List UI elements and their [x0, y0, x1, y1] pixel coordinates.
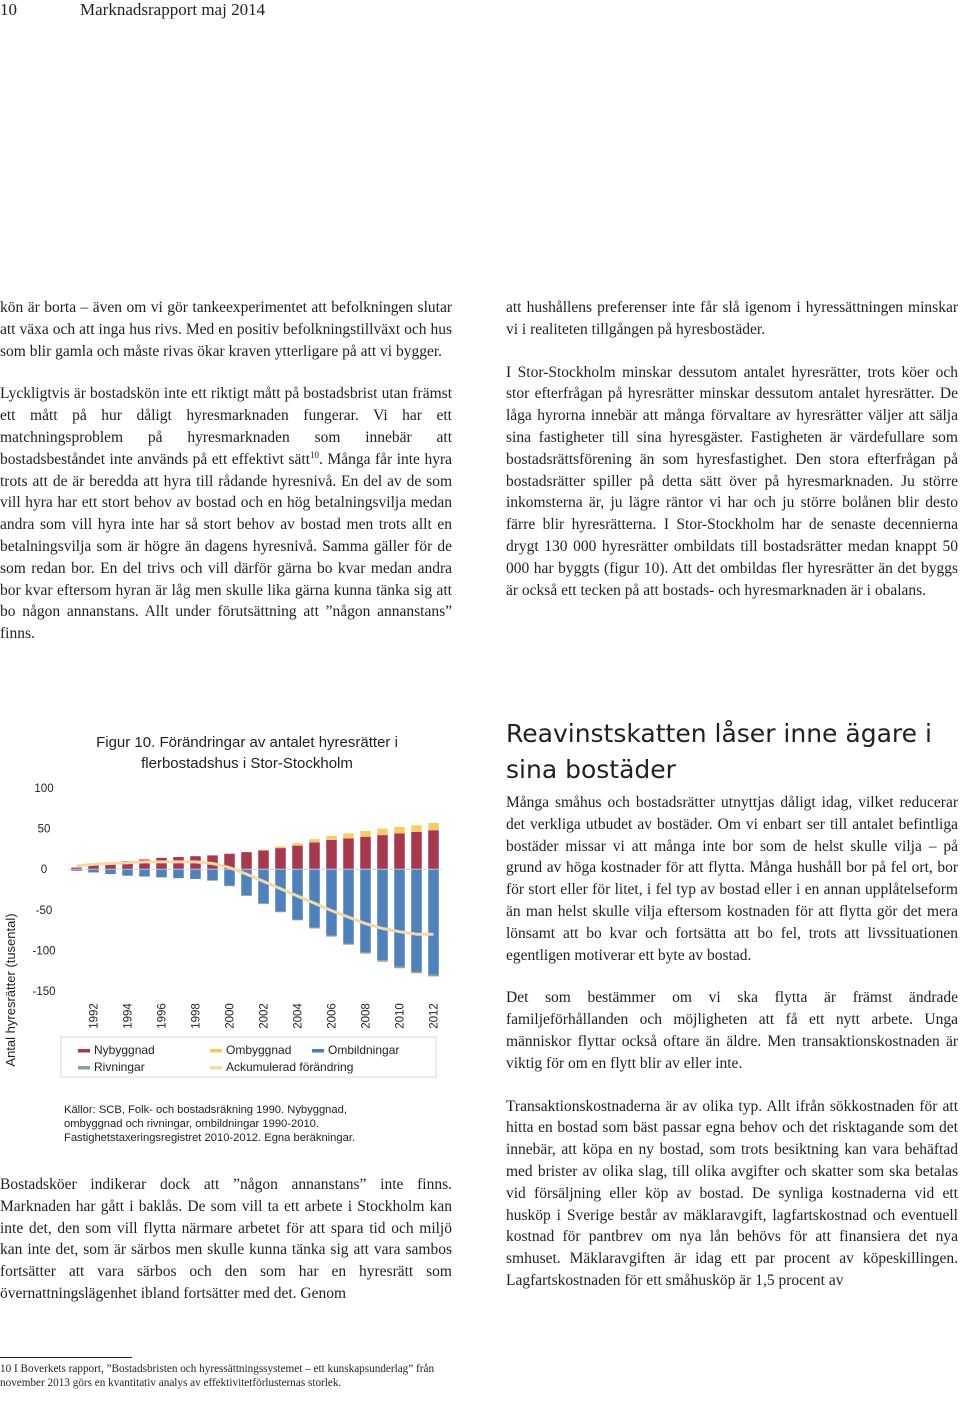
bar-rivningar — [343, 944, 354, 945]
bar-nybyggnad — [394, 833, 405, 869]
bar-ombildningar — [190, 869, 201, 879]
footnote — [0, 1362, 452, 1390]
bar-rivningar — [224, 885, 235, 886]
paragraph: Lyckligtvis är bostadskön inte ett riktigt mått på bostadsbrist utan främst ett mått på hur dåligt hyresmarknaden fungerar. Vi har ett matchningsproblem på hyresmarknaden som innebär att bostadsbeståndet inte används på ett effektivt sätt$^{10}$. Många får inte hyra trots att de är beredda att hyra till rådande hyresnivå. En del av de som vill hyra har ett stort behov av bostad och en hög betalningsvilja medan andra som vill hyra inte har så stort behov av bostad men trots allt en betalningsvilja som är högre än dagens hyresnivå. Samma gäller för de som redan bor. En del trivs och vill därför gärna bo kvar medan andra bor kvar eftersom hyran är låg men skulle lika gärna kunna tänka sig att bo någon annanstans. Allt under förutsättning att ”någon annanstans” finns. — [0, 385, 452, 643]
bar-ombildningar — [156, 869, 167, 877]
footnote-text: I Boverkets rapport, ”Bostadsbristen och hyressättningssystemet – ett kunskapsunderlag” från november 2013 görs en kvantitativ analys av effektivitetförlusternas storlek. — [0, 1363, 435, 1389]
bars — [68, 823, 442, 976]
y-tick-label: 50 — [37, 823, 51, 836]
legend-swatch — [78, 1066, 90, 1070]
bar-nybyggnad — [156, 858, 167, 869]
x-tick-label: 2002 — [258, 1003, 271, 1029]
footnote-number: 10 — [0, 1363, 12, 1375]
x-axis-ticks — [89, 1003, 441, 1029]
source-line: Källor: SCB, Folk- och bostadsräkning 1990. Nybyggnad, — [64, 1104, 347, 1116]
bar-ombildningar — [258, 869, 269, 903]
y-axis-ticks — [32, 783, 55, 998]
legend-swatch — [210, 1049, 222, 1053]
bar-ombyggnad — [258, 850, 269, 851]
x-tick-label: 2004 — [292, 1003, 305, 1029]
bar-nybyggnad — [275, 848, 286, 869]
y-tick-label: 100 — [34, 783, 54, 795]
paragraph: att hushållens preferenser inte får slå igenom i hyressättningen minskar vi i realiteten tillgången på hyresbostäder. — [506, 299, 958, 338]
bar-rivningar — [241, 895, 252, 896]
source-line: ombyggnad och rivningar, ombildningar 1990-2010. — [64, 1118, 319, 1130]
bar-nybyggnad — [360, 837, 371, 869]
bar-ombyggnad — [377, 829, 388, 835]
x-tick-label: 2010 — [394, 1003, 407, 1029]
legend-label: Ombildningar — [328, 1043, 400, 1057]
x-tick-label: 1998 — [190, 1003, 203, 1029]
y-tick-label: -100 — [32, 945, 56, 958]
y-tick-label: -150 — [32, 986, 56, 998]
bar-ombyggnad — [411, 825, 422, 831]
x-tick-label: 2008 — [360, 1003, 373, 1029]
bar-ombyggnad — [360, 831, 371, 837]
bar-rivningar — [377, 960, 388, 962]
bar-ombildningar — [326, 869, 337, 936]
bar-ombildningar — [428, 869, 439, 975]
bar-nybyggnad — [411, 832, 422, 869]
y-tick-label: 0 — [40, 864, 48, 877]
x-tick-label: 1994 — [122, 1003, 135, 1029]
right-column-bottom-text — [506, 792, 958, 1292]
bar-nybyggnad — [309, 842, 320, 869]
footnote-divider — [0, 1357, 132, 1358]
legend-swatch — [312, 1049, 324, 1053]
bar-ombyggnad — [428, 823, 439, 830]
paragraph: kön är borta – även om vi gör tankeexperimentet att befolkningen slutar att växa och att inga hus rivs. Med en positiv befolkningstillväxt och hus som blir gamla och måste rivas ökar kraven ytterligare på att vi bygger. — [0, 299, 452, 360]
chart-legend — [61, 1037, 436, 1077]
bar-ombildningar — [105, 869, 116, 874]
legend-label: Rivningar — [94, 1060, 145, 1074]
y-tick-label: -50 — [35, 904, 53, 917]
bar-nybyggnad — [326, 840, 337, 869]
x-tick-label: 2012 — [428, 1003, 441, 1029]
bar-ombildningar — [377, 869, 388, 960]
bar-ombyggnad — [309, 839, 320, 842]
bar-ombyggnad — [275, 846, 286, 848]
legend-label: Ombyggnad — [226, 1043, 292, 1057]
bar-rivningar — [309, 928, 320, 929]
footnote-reference[interactable]: 10 — [310, 449, 320, 460]
paragraph: Bostadsköer indikerar dock att ”någon annanstans” inte finns. Marknaden har gått i baklås. De som vill ta ett arbete i Stockholm kan inte det, den som vill flytta närmare arbetet för att spara tid och miljö kan inte det, som är särbos men skulle kunna tänka sig att vara sambos fortsätter att vara särbos och den som har en hyresrätt som övernattningslägenhet ibland fortsätter med det. Genom — [0, 1176, 452, 1302]
chart-title: flerbostadshus i Stor-Stockholm — [141, 755, 353, 772]
left-column-top-text — [0, 297, 452, 645]
bar-ombyggnad — [343, 833, 354, 838]
chart-title: Figur 10. Förändringar av antalet hyresrätter i — [96, 734, 398, 751]
bar-rivningar — [275, 911, 286, 912]
bar-ombildningar — [122, 869, 133, 875]
bar-ombildningar — [224, 869, 235, 885]
legend-label: Ackumulerad förändring — [226, 1060, 354, 1074]
x-tick-label: 2000 — [224, 1003, 237, 1029]
source-line: Fastighetstaxeringsregistret 2010-2012. Egna beräkningar. — [64, 1132, 356, 1144]
y-axis-label: Antal hyresrätter (tusental) — [3, 913, 18, 1067]
bar-ombyggnad — [292, 843, 303, 845]
bar-nybyggnad — [258, 851, 269, 870]
page-number: 10 — [0, 0, 17, 19]
section-heading: Reavinstskatten låser inne ägare i sina bostäder — [506, 719, 932, 784]
bar-rivningar — [326, 936, 337, 937]
bar-rivningar — [258, 903, 269, 904]
bar-ombyggnad — [394, 827, 405, 833]
bar-ombildningar — [207, 869, 218, 880]
paragraph: I Stor-Stockholm minskar dessutom antalet hyresrätter, trots köer och stor efterfrågan på hyresrätter minskar dessutom antalet hyresrätter. De låga hyrorna innebär att många förvaltare av hyresrätter väljer att sälja sina fastigheter till sina hyresgäster. Fastigheten är värdefullare som bostadsrättsförening än som hyresfastighet. Den stora efterfrågan på bostadsrätter spiller på detta sätt över på hyresmarknaden. Ju större inkomsterna är, ju lägre räntor vi har och ju större bolånen blir desto färre blir hyresrätterna. I Stor-Stockholm har de senaste decennierna drygt 130 000 hyresrätter ombildats till bostadsrätter medan knappt 50 000 har byggts (figur 10). Att det ombildas fler hyresrätter än det byggs är också ett tecken på att bostads- och hyresmarknaden är i obalans. — [506, 363, 958, 599]
x-tick-label: 1992 — [88, 1003, 101, 1029]
legend-swatch — [78, 1049, 90, 1053]
paragraph: Transaktionskostnaderna är av olika typ. Allt ifrån sökkostnaden för att hitta en bostad som bäst passar egna behov och det risktagande som det innebär, att köpa en ny bostad, som trots besiktning kan vara behäftad med brister av olika slag, till olika avgifter och skatter som ska betalas vid försäljning eller köp av bostad. De synliga kostnaderna vid ett husköp i Sverige består av mäklaravgift, lagfartskostnad och eventuell kostnad för pantbrev om nya lån behövs för att finansiera det nya smhuset. Mäklaravgiften är idag ett par procent av köpeskillingen. Lagfartskostnaden för ett småhusköp är 1,5 procent av — [506, 1097, 958, 1289]
paragraph: Det som bestämmer om vi ska flytta är främst ändrade familjeförhållanden och möjligheten att få ett nytt arbete. Unga människor flyttar också oftare än äldre. Men transaktionskostnaden är viktig för om en flytt blir av eller inte. — [506, 989, 958, 1072]
x-tick-label: 2006 — [326, 1003, 339, 1029]
bar-rivningar — [360, 952, 371, 954]
bar-ombildningar — [173, 869, 184, 878]
bar-ombildningar — [139, 869, 150, 876]
legend-swatch — [210, 1066, 222, 1070]
right-column-top-text — [506, 297, 958, 601]
bar-ombildningar — [309, 869, 320, 927]
bar-rivningar — [292, 920, 303, 921]
bar-nybyggnad — [428, 830, 439, 869]
x-tick-label: 1996 — [156, 1003, 169, 1029]
left-column-bottom-text — [0, 1174, 452, 1305]
paragraph: Många småhus och bostadsrätter utnyttjas dåligt idag, vilket reducerar det verkliga utbudet av bostäder. Om vi enbart ser till antalet befintliga bostäder missar vi att många inte bor som de helst skulle vilja – på grund av höga kostnader för att flytta. Många hushåll bor på fel ort, bor för stort eller för litet, i fel typ av bostad eller i en annan upplåtelseform än man helst skulle vilja eftersom kostnaden för att flytta gör det mera lönsamt att bo kvar och fortsätta att bo fel, trots att livssituationen egentligen motiverar ett byte av bostad. — [506, 794, 958, 964]
legend-label: Nybyggnad — [94, 1043, 155, 1057]
bar-ombildningar — [88, 869, 99, 872]
bar-nybyggnad — [377, 835, 388, 869]
chart-sources — [64, 1104, 355, 1144]
bar-ombildningar — [411, 869, 422, 971]
bar-rivningar — [411, 972, 422, 974]
bar-nybyggnad — [241, 852, 252, 869]
figure-10-chart — [0, 728, 452, 1146]
bar-nybyggnad — [292, 846, 303, 870]
bar-rivningar — [428, 975, 439, 977]
bar-ombyggnad — [326, 836, 337, 840]
bar-nybyggnad — [343, 838, 354, 869]
bar-ombildningar — [394, 869, 405, 966]
bar-ombildningar — [360, 869, 371, 952]
bar-rivningar — [394, 967, 405, 969]
bar-ombildningar — [343, 869, 354, 944]
report-title: Marknadsrapport maj 2014 — [80, 0, 266, 19]
